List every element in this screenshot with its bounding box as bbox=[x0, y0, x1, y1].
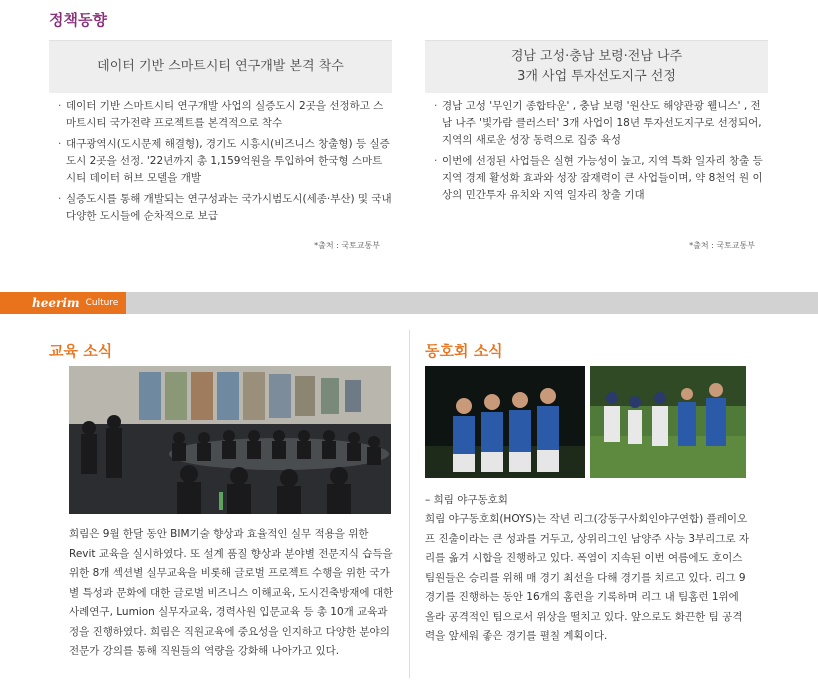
education-body: 희림은 9월 한달 동안 BIM기술 향상과 효율적인 실무 적용을 위한 Revit 교육을 실시하였다. 또 설계 품질 향상과 분야별 전문지식 습득을 위한 8개 섹션별 실무교육을 비롯해 글로벌 프로젝트 수행을 위한 국가별 특성과 문화에 대한 글로벌 비즈니스 이해교육, 도시건축방재에 대한 사례연구, Lumion 실무자교육, 경력사원 입문교육 등 총 10개 교육과정을 진행하였다. 희림은 직원교육에 중요성을 인지하고 다양한 분야의 전문가 강의를 통해 직원들의 역량을 강화해 나아가고 있다. bbox=[69, 528, 394, 657]
policy-right-body bbox=[434, 98, 768, 208]
policy-right-heading-box bbox=[425, 40, 768, 93]
culture-tab bbox=[0, 292, 126, 314]
policy-left-source: *출처 : 국토교통부 bbox=[314, 241, 380, 250]
policy-right-bullets bbox=[434, 98, 768, 204]
education-title: 교육 소식 bbox=[49, 342, 113, 360]
policy-left-heading-box bbox=[49, 40, 392, 93]
policy-right-source: *출처 : 국토교통부 bbox=[689, 241, 755, 250]
policy-left-body bbox=[58, 98, 392, 229]
bullet-item: · 데이터 기반 스마트시티 연구개발 사업의 실증도시 2곳을 선정하고 스마트시티 국가전략 프로젝트를 본격적으로 착수 bbox=[58, 98, 392, 132]
education-photo bbox=[69, 366, 391, 514]
policy-right-heading-line1: 경남 고성·충남 보령·전남 나주 bbox=[510, 49, 683, 64]
club-body: 희림 야구동호회(HOYS)는 작년 리그(강동구사회인야구연합) 플레이오프 진출이라는 큰 성과를 거두고, 상위리그인 남양주 사능 3부리그로 자리를 옮겨 시합을 진행하고 있다. 폭염이 지속된 이번 여름에도 호이스 팀원들은 승리를 위해 매 경기 최선을 다해 경기를 치르고 있다. 리그 9경기를 진행하는 동안 16개의 홈런을 기록하며 리그 내 팀홈런 1위에 올라 공격적인 팀으로서 위상을 떨치고 있다. 앞으로도 화끈한 팀 공격력을 앞세워 좋은 경기를 펼칠 계획이다. bbox=[425, 513, 750, 642]
bullet-item: · 실증도시를 통해 개발되는 연구성과는 국가시범도시(세종·부산) 및 국내 다양한 도시들에 순차적으로 보급 bbox=[58, 191, 392, 225]
culture-label: Culture bbox=[85, 298, 119, 308]
bullet-item: · 대구광역시(도시문제 해결형), 경기도 시흥시(비즈니스 창출형) 등 실증도시 2곳을 선정. '22년까지 총 1,159억원을 투입하여 한국형 스마트시티 데이터 허브 모델을 개발 bbox=[58, 136, 392, 187]
policy-right-heading-line2: 3개 사업 투자선도지구 선정 bbox=[517, 69, 676, 84]
club-photo-team bbox=[425, 366, 585, 478]
club-photo-game bbox=[590, 366, 746, 478]
policy-left-heading: 데이터 기반 스마트시티 연구개발 본격 착수 bbox=[97, 59, 344, 74]
heerim-logo: heerim bbox=[32, 296, 80, 310]
bullet-item: · 경남 고성 '무인기 종합타운' , 충남 보령 '원산도 해양관광 웰니스' , 전남 나주 '빛가람 클러스터' 3개 사업이 18년 투자선도지구로 선정되어, 지역의 새로운 성장 동력으로 집중 육성 bbox=[434, 98, 768, 149]
club-caption: – 희림 야구동호회 bbox=[425, 494, 508, 506]
policy-section-title: 정책동향 bbox=[49, 11, 107, 29]
bullet-item: · 이번에 선정된 사업들은 실현 가능성이 높고, 지역 특화 일자리 창출 등 지역 경제 활성화 효과와 성장 잠재력이 큰 사업들이며, 약 8천억 원 이상의 민간투자 유치와 지역 일자리 창출 기대 bbox=[434, 153, 768, 204]
club-title: 동호회 소식 bbox=[425, 342, 503, 360]
column-divider bbox=[409, 330, 410, 678]
policy-left-bullets bbox=[58, 98, 392, 225]
